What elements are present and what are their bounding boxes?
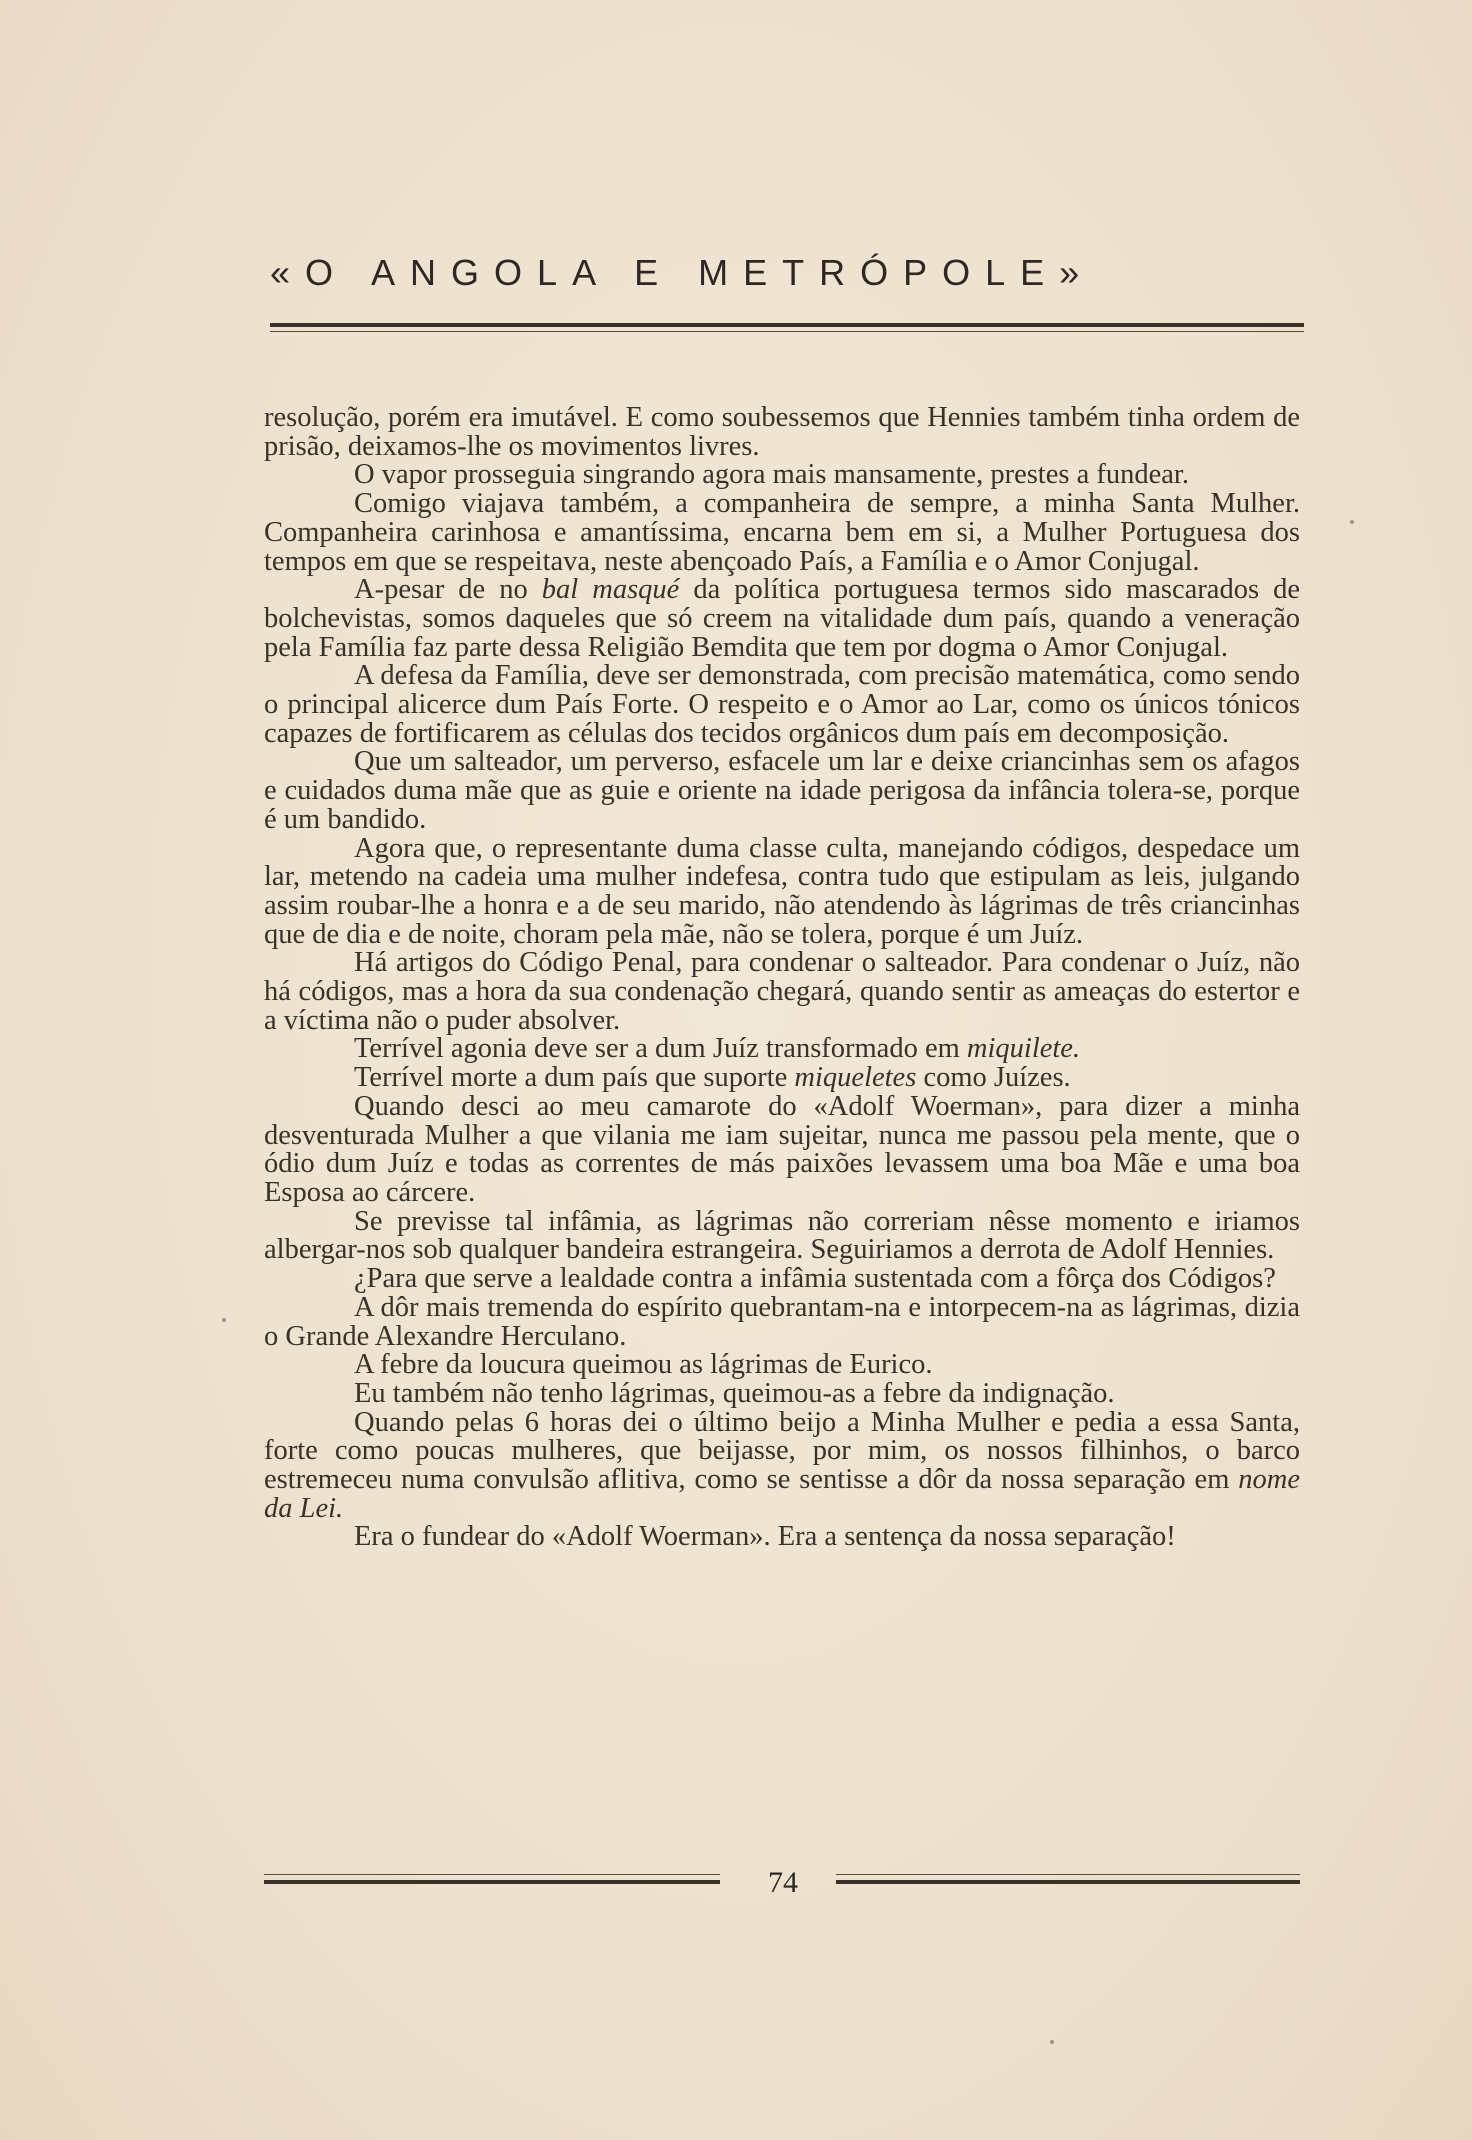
paragraph: [264, 461, 1300, 490]
italic-text: miquilete.: [966, 1033, 1081, 1065]
paragraph: [264, 1291, 1300, 1352]
footer-rule-right: [836, 1880, 1300, 1884]
article-body: [264, 404, 1300, 1552]
paragraph: [264, 748, 1300, 834]
italic-text: miqueletes: [794, 1062, 917, 1094]
text-run: como Juízes.: [916, 1062, 1071, 1094]
paper-speck: [222, 1318, 226, 1322]
text-run: da política portuguesa termos sido mascarados de bolchevistas, somos daqueles que só creem na vitalidade dum país, quando a veneração pela Família faz parte dessa Religião Bemdita que tem por dogma o Amor Conjugal.: [264, 574, 1300, 663]
header-rule-thin: [270, 331, 1304, 332]
paragraph: [264, 490, 1300, 576]
paragraph: [264, 1351, 1300, 1380]
text-run: Há artigos do Código Penal, para condenar o salteador. Para condenar o Juíz, não há códigos, mas a hora da sua condenação chegará, quando sentir as ameaças do estertor e a víctima não o puder absolver.: [264, 947, 1300, 1036]
text-run: Quando pelas 6 horas dei o último beijo a Minha Mulher e pedia a essa Santa, forte como poucas mulheres, que beijasse, por mim, os nossos filhinhos, o barco estremeceu numa convulsão aflitiva, como se sentisse a dôr da nossa separação em: [264, 1406, 1300, 1496]
italic-text: bal masqué: [541, 574, 680, 606]
paper-speck: [1050, 2040, 1054, 2044]
paragraph: [264, 1035, 1300, 1064]
paragraph: [264, 1523, 1300, 1552]
text-run: A febre da loucura queimou as lágrimas de Eurico.: [354, 1349, 933, 1381]
paragraph: [264, 1205, 1300, 1266]
text-run: Terrível morte a dum país que suporte: [354, 1062, 795, 1094]
text-run: Quando desci ao meu camarote do «Adolf Woerman», para dizer a minha desventurada Mulher a que vilania me iam sujeitar, nunca me passou pela mente, que o ódio dum Juíz e todas as correntes de más paixões levassem uma boa Mãe e uma boa Esposa ao cárcere.: [264, 1090, 1300, 1208]
paragraph: [264, 1064, 1300, 1093]
paragraph: [264, 1406, 1300, 1524]
paragraph: [264, 404, 1300, 461]
text-run: resolução, porém era imutável. E como soubessemos que Hennies também tinha ordem de prisão, deixamos-lhe os movimentos livres.: [264, 402, 1300, 462]
paragraph: [264, 576, 1300, 662]
text-run: Era o fundear do «Adolf Woerman». Era a sentença da nossa separação!: [354, 1521, 1176, 1553]
text-run: A defesa da Família, deve ser demonstrada, com precisão matemática, como sendo o principal alicerce dum País Forte. O respeito e o Amor ao Lar, como os únicos tónicos capazes de fortificarem as células dos tecidos orgânicos dum país em decomposição.: [264, 660, 1300, 749]
footer-rule-left: [264, 1880, 720, 1884]
header-rule: [270, 323, 1304, 327]
paragraph: [264, 1377, 1300, 1409]
paragraph: [264, 1090, 1300, 1208]
paragraph: [264, 1265, 1300, 1294]
paper-speck: [1350, 520, 1354, 524]
running-header: «O ANGOLA E METRÓPOLE»: [270, 252, 1095, 293]
text-run: ¿Para que serve a lealdade contra a infâmia sustentada com a fôrça dos Códigos?: [354, 1263, 1276, 1295]
footer-rule-right-thin: [836, 1874, 1300, 1875]
italic-text: nome da Lei.: [264, 1464, 1300, 1524]
paragraph: [264, 832, 1300, 950]
text-run: Comigo viajava também, a companheira de sempre, a minha Santa Mulher. Companheira carinhosa e amantíssima, encarna bem em si, a Mulher Portuguesa dos tempos em que se respeitava, neste abençoado País, a Família e o Amor Conjugal.: [264, 488, 1300, 577]
text-run: A-pesar de no: [354, 574, 542, 606]
footer-rule-left-thin: [264, 1874, 720, 1875]
text-run: A dôr mais tremenda do espírito quebrantam-na e intorpecem-na as lágrimas, dizia o Grande Alexandre Herculano.: [264, 1291, 1300, 1352]
page-number: 74: [768, 1866, 798, 1899]
paragraph: [264, 949, 1300, 1035]
text-run: Eu também não tenho lágrimas, queimou-as a febre da indignação.: [354, 1377, 1115, 1409]
text-run: O vapor prosseguia singrando agora mais mansamente, prestes a fundear.: [354, 459, 1189, 491]
text-run: Agora que, o representante duma classe culta, manejando códigos, despedace um lar, metendo na cadeia uma mulher indefesa, contra tudo que estipulam as leis, julgando assim roubar-lhe a honra e a de seu marido, não atendendo às lágrimas de três criancinhas que de dia e de noite, choram pela mãe, não se tolera, porque é um Juíz.: [264, 832, 1300, 950]
paragraph: [264, 662, 1300, 748]
text-run: Que um salteador, um perverso, esfacele um lar e deixe criancinhas sem os afagos e cuidados duma mãe que as guie e oriente na idade perigosa da infância tolera-se, porque é um bandido.: [264, 746, 1300, 835]
text-run: Se previsse tal infâmia, as lágrimas não correriam nêsse momento e iriamos albergar-nos sob qualquer bandeira estrangeira. Seguiriamos a derrota de Adolf Hennies.: [264, 1205, 1300, 1266]
text-run: Terrível agonia deve ser a dum Juíz transformado em: [354, 1033, 967, 1065]
